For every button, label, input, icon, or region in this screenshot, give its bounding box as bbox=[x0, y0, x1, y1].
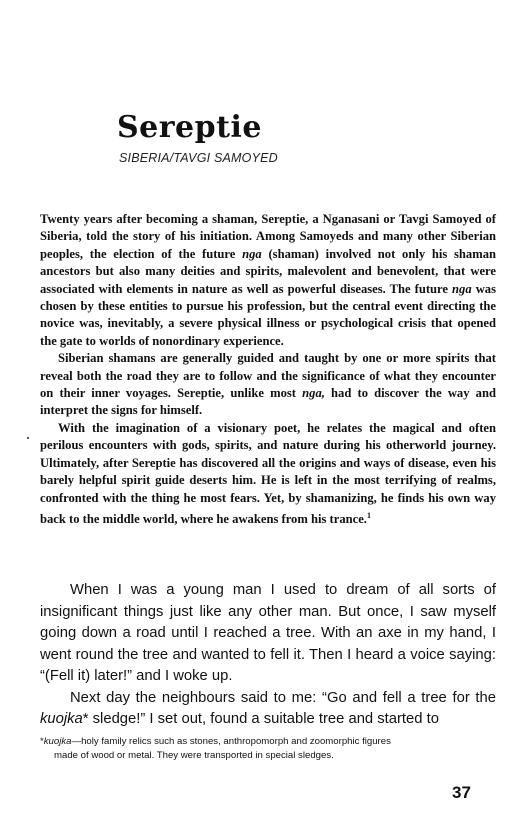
narrative-p2-part-a: Next day the neighbours said to me: “Go and fell a tree for the bbox=[70, 689, 496, 706]
chapter-subtitle: SIBERIA/TAVGI SAMOYED bbox=[119, 151, 278, 165]
introduction-text bbox=[40, 211, 496, 529]
footnote-text-line-2: made of wood or metal. They were transported in special sledges. bbox=[54, 750, 334, 761]
endnote-marker: 1 bbox=[366, 510, 371, 520]
narrative-p2-part-b: * sledge!” I set out, found a suitable tree and started to bbox=[82, 711, 439, 727]
footnote-text-line-1: —holy family relics such as stones, anthropomorph and zoomorphic figures bbox=[71, 736, 391, 747]
term-nga: nga bbox=[452, 281, 472, 296]
footnote bbox=[40, 735, 496, 763]
intro-p1-part-c: was chosen by these entities to pursue his profession, but the central event directing the novice was, inevitably, a severe physical illness or psychological crisis that opened the gate to worlds of nonordinary experience. bbox=[40, 281, 496, 348]
narrative-paragraph-2 bbox=[40, 688, 496, 731]
footnote-marker: * bbox=[40, 736, 44, 747]
intro-paragraph-2 bbox=[40, 350, 496, 420]
narrative-text bbox=[40, 580, 496, 731]
page-number: 37 bbox=[452, 783, 471, 802]
ink-speck bbox=[27, 437, 29, 439]
intro-p1-part-a: Twenty years after becoming a shaman, Sereptie, a Nganasani or Tavgi Samoyed of Siberia, told the story of his initiation. Among Samoyeds and many other Siberian peoples, the election of the future bbox=[40, 212, 496, 261]
intro-p2-part-a: Siberian shamans are generally guided and taught by one or more spirits that reveal both the road they are to follow and the significance of what they encounter on their inner voyages. Sereptie, unlike most bbox=[40, 351, 496, 401]
term-kuojka: kuojka bbox=[40, 711, 83, 727]
term-nga: nga bbox=[242, 246, 262, 261]
intro-paragraph-1 bbox=[40, 211, 496, 350]
chapter-title: Sereptie bbox=[117, 110, 262, 145]
intro-p1-part-b: (shaman) involved not only his shaman ancestors but also many deities and spirits, malevolent and benevolent, that were associated with elements in nature as well as powerful diseases. The future bbox=[40, 246, 496, 296]
narrative-paragraph-1: When I was a young man I used to dream of all sorts of insignificant things just like any other man. But once, I saw myself going down a road until I reached a tree. With an axe in my hand, I went round the tree and wanted to fell it. Then I heard a voice saying: “(Fell it) later!” and I woke up. bbox=[40, 582, 496, 684]
intro-p2-part-b: had to discover the way and interpret the signs for himself. bbox=[40, 386, 496, 418]
footnote-term: kuojka bbox=[43, 736, 72, 747]
term-nga: nga, bbox=[302, 386, 325, 401]
intro-paragraph-3 bbox=[40, 420, 496, 529]
intro-p3-text: With the imagination of a visionary poet, he relates the magical and often perilous encounters with gods, spirits, and nature during his otherworld journey. Ultimately, after Sereptie has discovered all the origins and ways of disease, even his barely helpful spirit guide deserts him. He is left in the most terrifying of realms, confronted with the thing he most fears. Yet, by shamanizing, he finds his own way back to the middle world, where he awakens from his trance. bbox=[40, 420, 496, 527]
